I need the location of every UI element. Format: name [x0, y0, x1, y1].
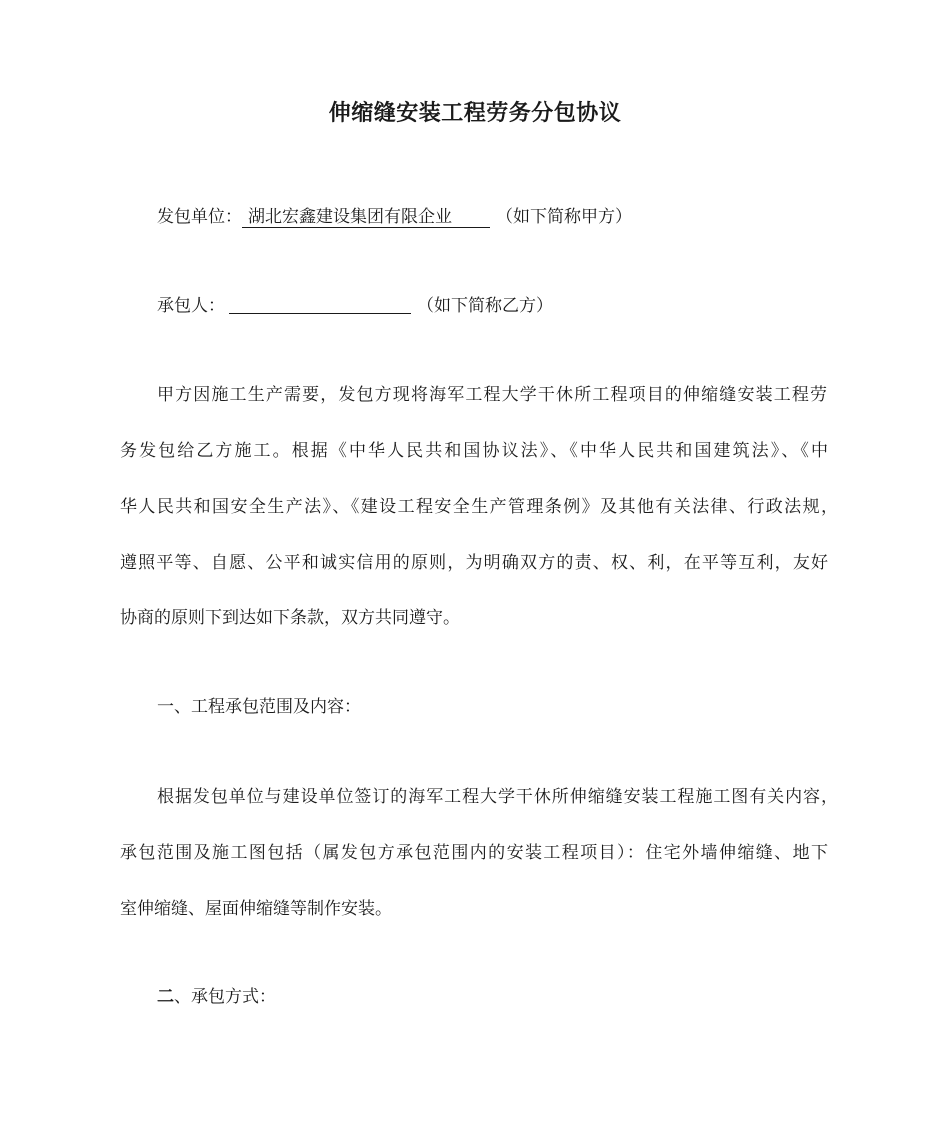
- party-b-line: [157, 294, 877, 318]
- section-2-title: 、承包方式：: [174, 987, 276, 1007]
- section-1-line-1: 根据发包单位与建设单位签订的海军工程大学干休所伸缩缝安装工程施工图有关内容，: [157, 787, 838, 807]
- party-a-line: [157, 205, 877, 229]
- preamble-line-3: 华人民共和国安全生产法》、《建设工程安全生产管理条例》及其他有关法律、行政法规，: [120, 497, 838, 517]
- section-1-line-3: 室伸缩缝、屋面伸缩缝等制作安装。: [120, 899, 392, 919]
- section-1-line-2: 承包范围及施工图包括（属发包方承包范围内的安装工程项目）：住宅外墙伸缩缝、地下: [120, 843, 828, 863]
- document-title: 伸缩缝安装工程劳务分包协议: [328, 101, 622, 126]
- section-2-number: 二: [157, 987, 174, 1007]
- party-b-note: （如下简称乙方）: [417, 296, 553, 316]
- preamble-line-2: 务发包给乙方施工。根据《中华人民共和国协议法》、《中华人民共和国建筑法》、《中: [120, 441, 828, 461]
- party-a-label: 发包单位：: [157, 207, 242, 227]
- section-2-heading: [157, 985, 877, 1009]
- section-1-heading: 一、工程承包范围及内容：: [157, 697, 361, 717]
- party-b-label: 承包人：: [157, 296, 225, 316]
- preamble-line-5: 协商的原则下到达如下条款，双方共同遵守。: [120, 608, 460, 628]
- party-a-note: （如下简称甲方）: [496, 207, 632, 227]
- party-a-value: 湖北宏鑫建设集团有限企业: [242, 207, 490, 228]
- preamble-line-1: 甲方因施工生产需要，发包方现将海军工程大学干休所工程项目的伸缩缝安装工程劳: [157, 385, 827, 405]
- party-b-blank: [229, 295, 411, 314]
- preamble-line-4: 遵照平等、自愿、公平和诚实信用的原则，为明确双方的责、权、利，在平等互利，友好: [120, 553, 828, 573]
